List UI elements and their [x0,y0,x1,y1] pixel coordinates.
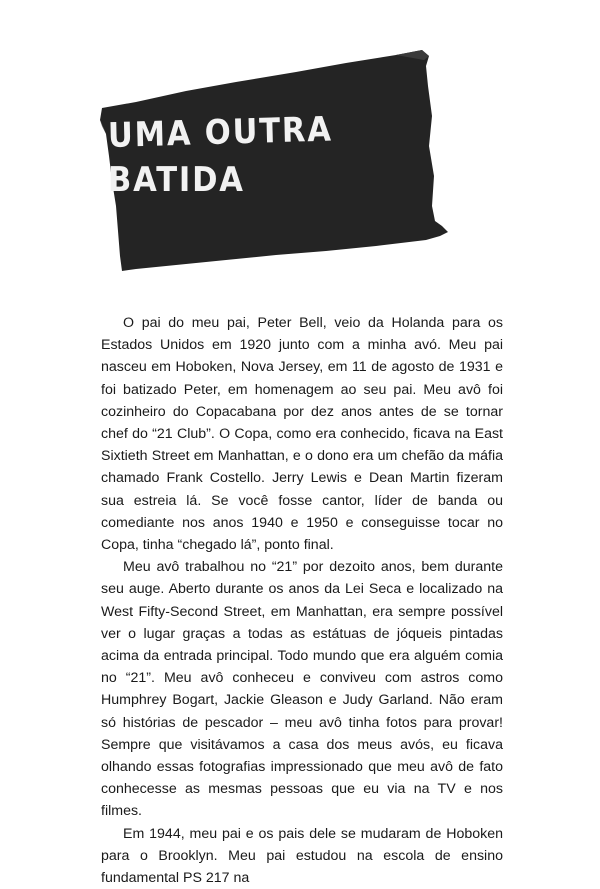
chapter-title-line-2: BATIDA [108,160,245,200]
body-text [101,312,503,889]
paragraph: O pai do meu pai, Peter Bell, veio da Holanda para os Estados Unidos em 1920 junto com a minha avó. Meu pai nasceu em Hoboken, Nova Jersey, em 11 de agosto de 1931 e foi batizado Peter, em homenagem ao seu pai. Meu avô foi cozinheiro do Copacabana por dez anos antes de se tornar chef do “21 Club”. O Copa, como era conhecido, ficava na East Sixtieth Street em Manhattan, e o dono era um chefão da máfia chamado Frank Costello. Jerry Lewis e Dean Martin fizeram sua estreia lá. Se você fosse cantor, líder de banda ou comediante nos anos 1940 e 1950 e conseguisse tocar no Copa, tinha “chegado lá”, ponto final. [101,315,503,554]
paragraph: Meu avô trabalhou no “21” por dezoito anos, bem durante seu auge. Aberto durante os anos da Lei Seca e localizado na West Fifty-Second Street, em Manhattan, era sempre possível ver o lugar graças a todas as estátuas de jóqueis pintadas acima da entrada principal. Todo mundo que era alguém comia no “21”. Meu avô conheceu e conviveu com astros como Humphrey Bogart, Jackie Gleason e Judy Garland. Não eram só histórias de pescador – meu avô tinha fotos para provar! Sempre que visitávamos a casa dos meus avós, eu ficava olhando essas fotografias impressionado que meu avô de fato conhecesse as mesmas pessoas que eu via na TV e nos filmes. [101,559,503,820]
paragraph: Em 1944, meu pai e os pais dele se mudaram de Hoboken para o Brooklyn. Meu pai estudou na escola de ensino fundamental PS 217 na [101,825,503,887]
chapter-title-line-1: UMA OUTRA [107,109,334,156]
chapter-title-block [96,46,450,276]
chapter-title [107,109,405,202]
